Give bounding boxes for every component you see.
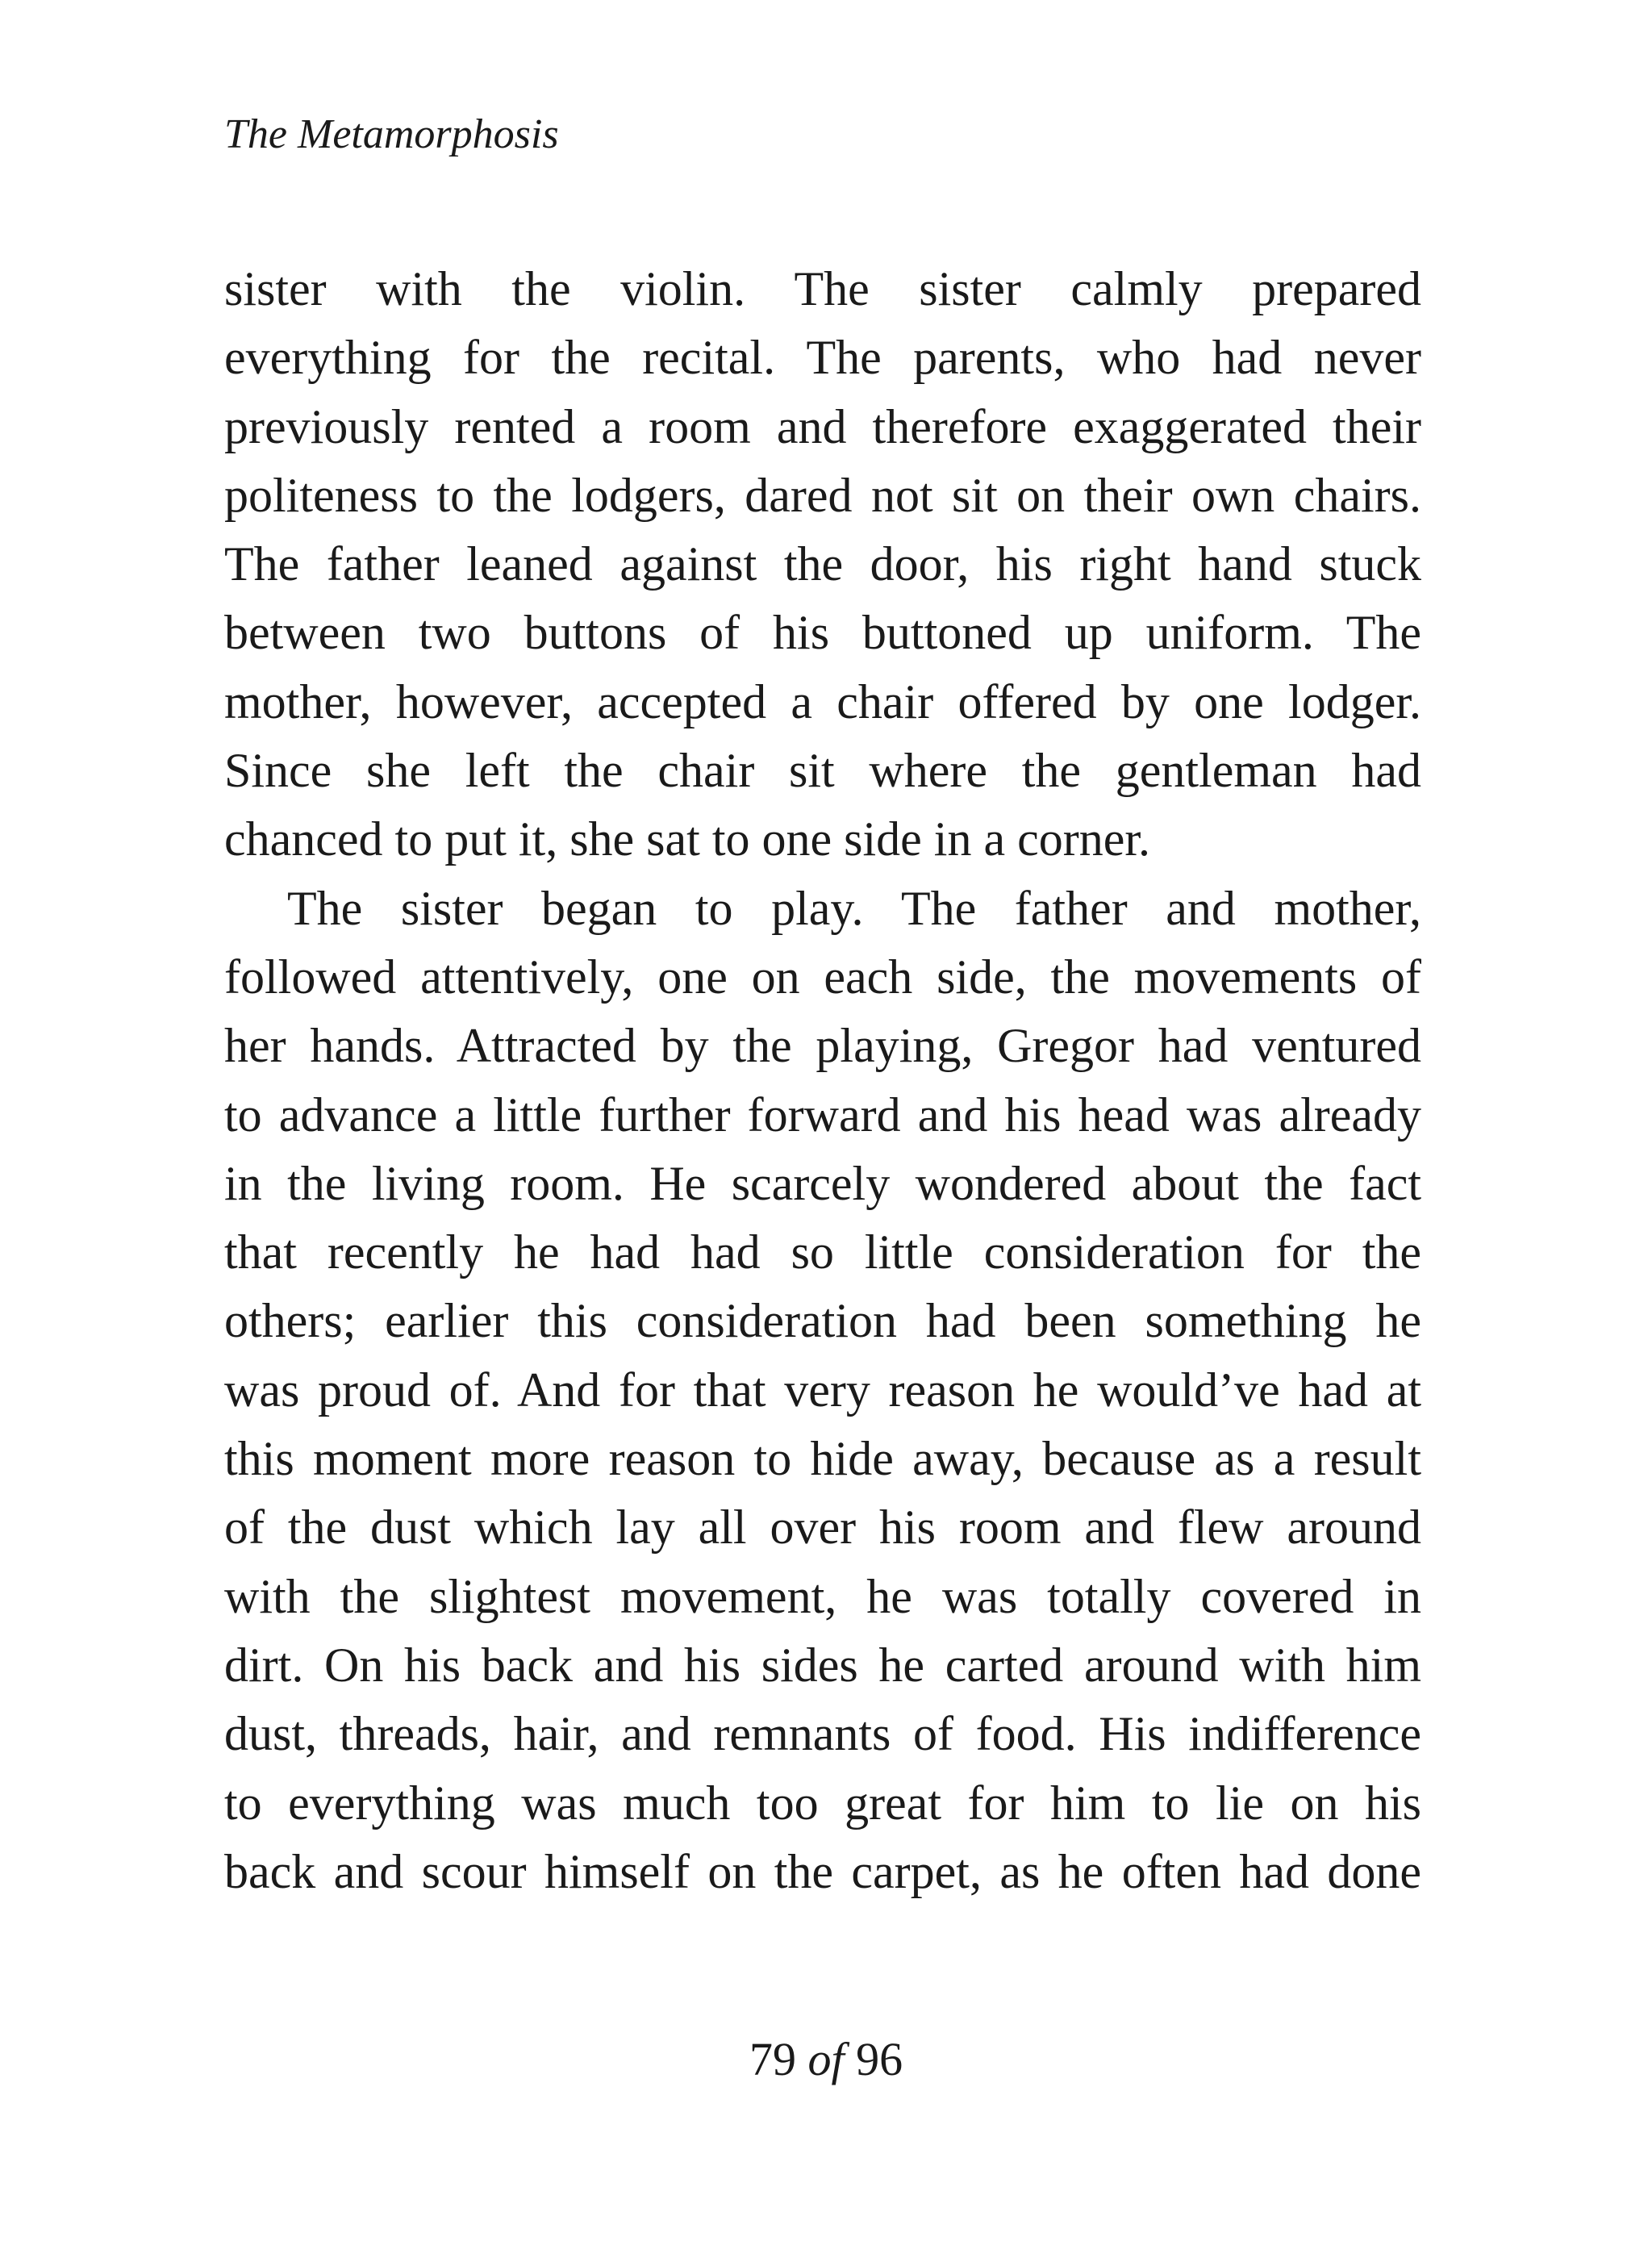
text-line: previously rented a room and therefore exaggerated their	[224, 399, 1421, 453]
running-header-title: The Metamorphosis	[224, 111, 559, 157]
text-line: in the living room. He scarcely wondered about the fact	[224, 1156, 1421, 1210]
text-line: her hands. Attracted by the playing, Gregor had ventured	[224, 1019, 1421, 1073]
text-line: mother, however, accepted a chair offered by one lodger.	[224, 674, 1421, 728]
text-line: that recently he had had so little consideration for the	[224, 1225, 1421, 1279]
paragraph-1	[224, 255, 1421, 874]
text-line: The father leaned against the door, his right hand stuck	[224, 537, 1421, 591]
current-page-number: 79	[749, 2033, 796, 2085]
text-line: chanced to put it, she sat to one side in a corner.	[224, 812, 1150, 866]
text-line: followed attentively, one on each side, the movements of	[224, 950, 1421, 1004]
text-line: others; earlier this consideration had been something he	[224, 1294, 1421, 1348]
body-text	[224, 255, 1421, 1906]
text-line: The sister began to play. The father and mother,	[287, 881, 1421, 935]
page-number	[0, 2031, 1652, 2088]
text-line: dust, threads, hair, and remnants of food. His indifference	[224, 1707, 1421, 1761]
text-line: everything for the recital. The parents, who had never	[224, 331, 1421, 385]
text-line: politeness to the lodgers, dared not sit on their own chairs.	[224, 468, 1421, 522]
text-line: between two buttons of his buttoned up uniform. The	[224, 606, 1421, 660]
text-line: back and scour himself on the carpet, as he often had done	[224, 1844, 1421, 1898]
text-line: this moment more reason to hide away, because as a result	[224, 1432, 1421, 1486]
text-line: to advance a little further forward and his head was already	[224, 1087, 1421, 1142]
page-of-label: of	[807, 2033, 845, 2085]
text-line: of the dust which lay all over his room and flew around	[224, 1501, 1421, 1555]
text-line: sister with the violin. The sister calmly prepared	[224, 262, 1421, 315]
paragraph-2	[224, 874, 1421, 1906]
text-line: to everything was much too great for him to lie on his	[224, 1776, 1421, 1830]
text-line: with the slightest movement, he was totally covered in	[224, 1569, 1421, 1623]
text-line: Since she left the chair sit where the gentleman had	[224, 744, 1421, 798]
text-line: was proud of. And for that very reason he would’ve had at	[224, 1363, 1421, 1417]
total-page-count: 96	[856, 2033, 903, 2085]
text-line: dirt. On his back and his sides he carted around with him	[224, 1638, 1421, 1692]
